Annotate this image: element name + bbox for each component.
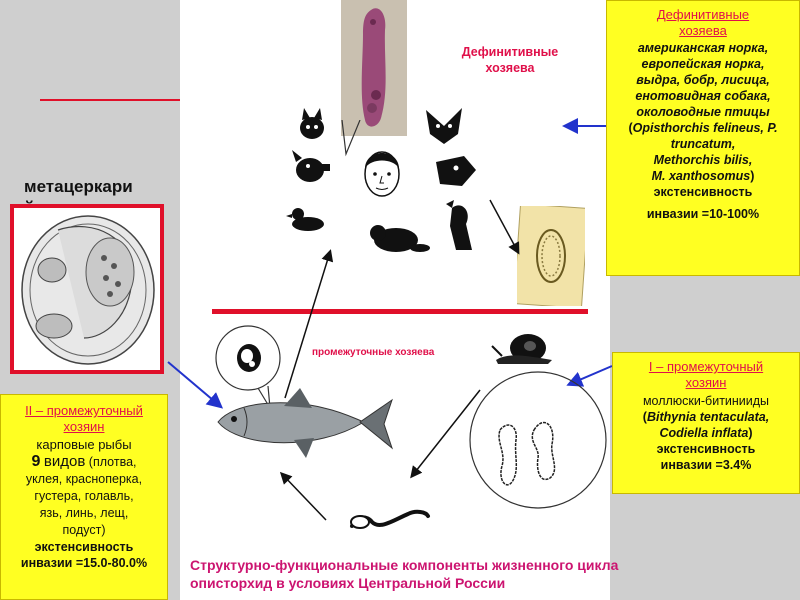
snail-icon xyxy=(488,326,560,368)
definitive-hosts-label: Дефинитивные хозяева xyxy=(461,45,559,75)
second-host-species: 9 видов (плотва, уклея, красноперка, густера, голавль, язь, линь, лещ, подуст) xyxy=(25,453,143,537)
definitive-species-list: (Opisthorchis felineus, P. truncatum, Methorchis bilis, M. xanthosomus) xyxy=(628,121,778,183)
fish-icon xyxy=(214,386,394,462)
second-host-title: II – промежуточный хозяин xyxy=(25,403,143,434)
definitive-hosts-box xyxy=(606,0,800,276)
first-host-extensity: экстенсивность инвазии =3.4% xyxy=(656,442,756,472)
definitive-hosts-list: американская норка, европейская норка, выдра, бобр, лисица, енотовидная собака, околоводные птицы xyxy=(635,41,771,119)
second-host-group: карповые рыбы xyxy=(36,437,132,452)
second-intermediate-host-box xyxy=(0,394,168,600)
fish-scale-icon xyxy=(232,340,266,376)
definitive-extensity: экстенсивность инвазии =10-100% xyxy=(646,185,760,221)
first-host-title: I – промежуточный хозяин xyxy=(648,359,764,390)
first-host-group: моллюски-битинииды xyxy=(642,394,770,408)
redia-icon xyxy=(490,400,590,496)
metacercaria-label: метацеркари xyxy=(24,177,133,196)
metacercaria-icon xyxy=(14,208,160,370)
second-host-extensity: экстенсивность инвазии =15.0-80.0% xyxy=(20,540,148,570)
footer-caption: Структурно-функциональные компоненты жизненного цикла описторхид в условиях Центральной России xyxy=(190,557,619,591)
definitive-box-title: Дефинитивные хозяева xyxy=(656,7,750,38)
first-intermediate-host-box xyxy=(612,352,800,494)
first-host-species: (Bithynia tentaculata, Codiella inflata) xyxy=(642,410,770,440)
intermediate-hosts-label: промежуточные хозяева xyxy=(312,347,435,358)
cercaria-icon xyxy=(346,500,432,536)
metacercaria-image-frame xyxy=(10,204,164,374)
